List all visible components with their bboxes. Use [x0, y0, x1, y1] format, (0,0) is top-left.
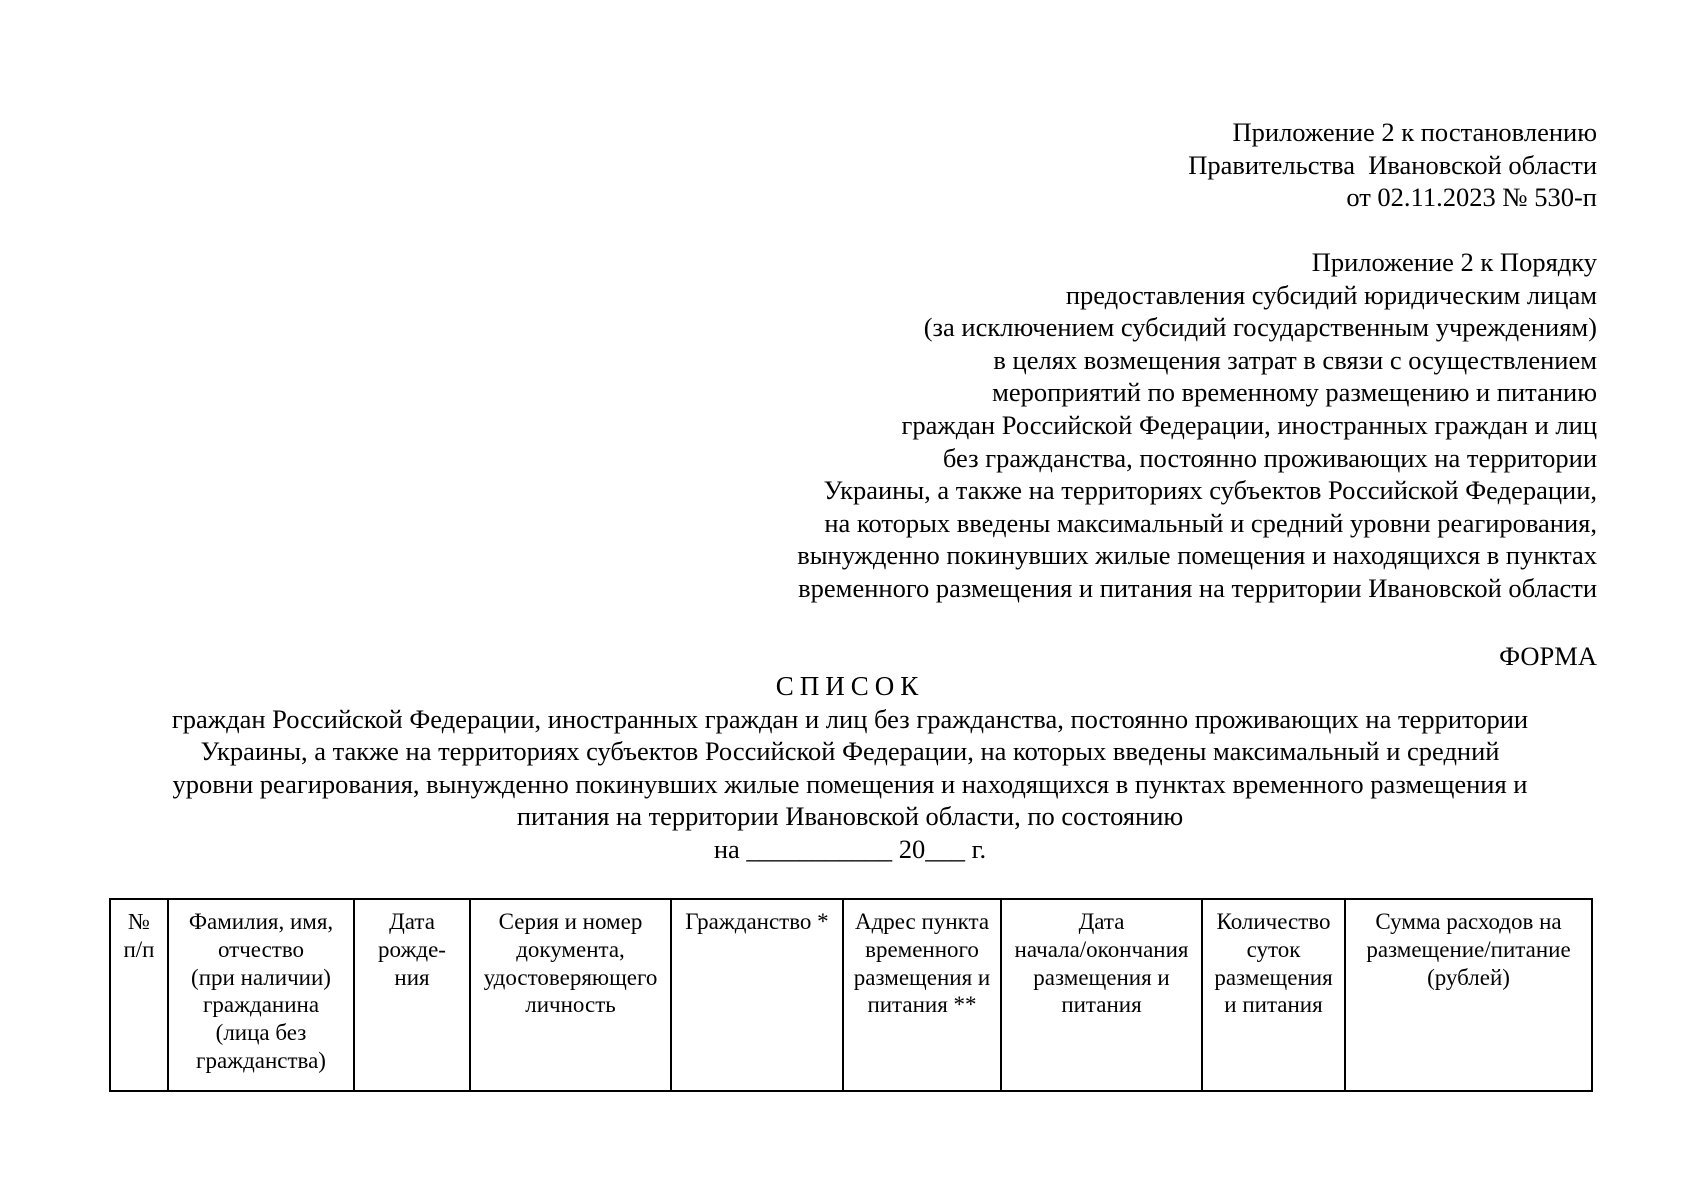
list-title: [110, 670, 1590, 866]
approval-header: [1188, 116, 1597, 214]
col-id-document: Серия и номер документа, удостоверяющего личность: [470, 899, 671, 1091]
order-line: на которых введены максимальный и средний уровни реагирования,: [824, 507, 1597, 538]
form-label-text: ФОРМА: [1499, 641, 1597, 671]
list-heading: СПИСОК: [775, 671, 925, 701]
order-line: Украины, а также на территориях субъектов Российской Федерации,: [823, 475, 1597, 506]
col-birth-date: Дата рожде- ния: [354, 899, 470, 1091]
order-line: в целях возмещения затрат в связи с осуществлением: [993, 344, 1597, 375]
col-stay-dates: Дата начала/окончания размещения и питания: [1001, 899, 1202, 1091]
title-line: питания на территории Ивановской области, по состоянию: [516, 801, 1184, 832]
order-line: предоставления субсидий юридическим лицам: [1065, 279, 1597, 310]
citizens-table: [109, 898, 1593, 1092]
approval-line: Правительства Ивановской области: [1188, 149, 1597, 180]
order-line: без гражданства, постоянно проживающих на территории: [942, 442, 1597, 473]
table-header-row: [110, 899, 1592, 1091]
approval-line: Приложение 2 к постановлению: [1232, 117, 1597, 147]
order-appendix-header: [797, 246, 1597, 605]
title-line: уровни реагирования, вынужденно покинувших жилые помещения и находящихся в пунктах временного размещения и: [172, 768, 1528, 799]
order-line: временного размещения и питания на территории Ивановской области: [798, 572, 1597, 603]
title-line: граждан Российской Федерации, иностранных граждан и лиц без гражданства, постоянно проживающих на территории: [171, 703, 1529, 734]
order-line: Приложение 2 к Порядку: [1311, 247, 1597, 277]
col-shelter-address: Адрес пункта временного размещения и питания **: [843, 899, 1001, 1091]
order-line: граждан Российской Федерации, иностранных граждан и лиц: [901, 409, 1597, 440]
col-days-count: Количество суток размещения и питания: [1202, 899, 1345, 1091]
order-line: мероприятий по временному размещению и питанию: [992, 377, 1597, 408]
approval-line: от 02.11.2023 № 530-п: [1346, 182, 1597, 213]
title-line: Украины, а также на территориях субъектов Российской Федерации, на которых введены максимальный и средний: [200, 736, 1500, 767]
date-line: на ___________ 20___ г.: [713, 833, 987, 864]
col-citizenship: Гражданство *: [671, 899, 843, 1091]
order-line: (за исключением субсидий государственным учреждениям): [923, 312, 1597, 343]
col-expense-sum: Сумма расходов на размещение/питание (рублей): [1345, 899, 1592, 1091]
col-number: № п/п: [110, 899, 168, 1091]
order-line: вынужденно покинувших жилые помещения и находящихся в пунктах: [797, 540, 1597, 571]
col-full-name: Фамилия, имя, отчество (при наличии) гражданина (лица без гражданства): [168, 899, 354, 1091]
form-label: [1499, 640, 1597, 673]
